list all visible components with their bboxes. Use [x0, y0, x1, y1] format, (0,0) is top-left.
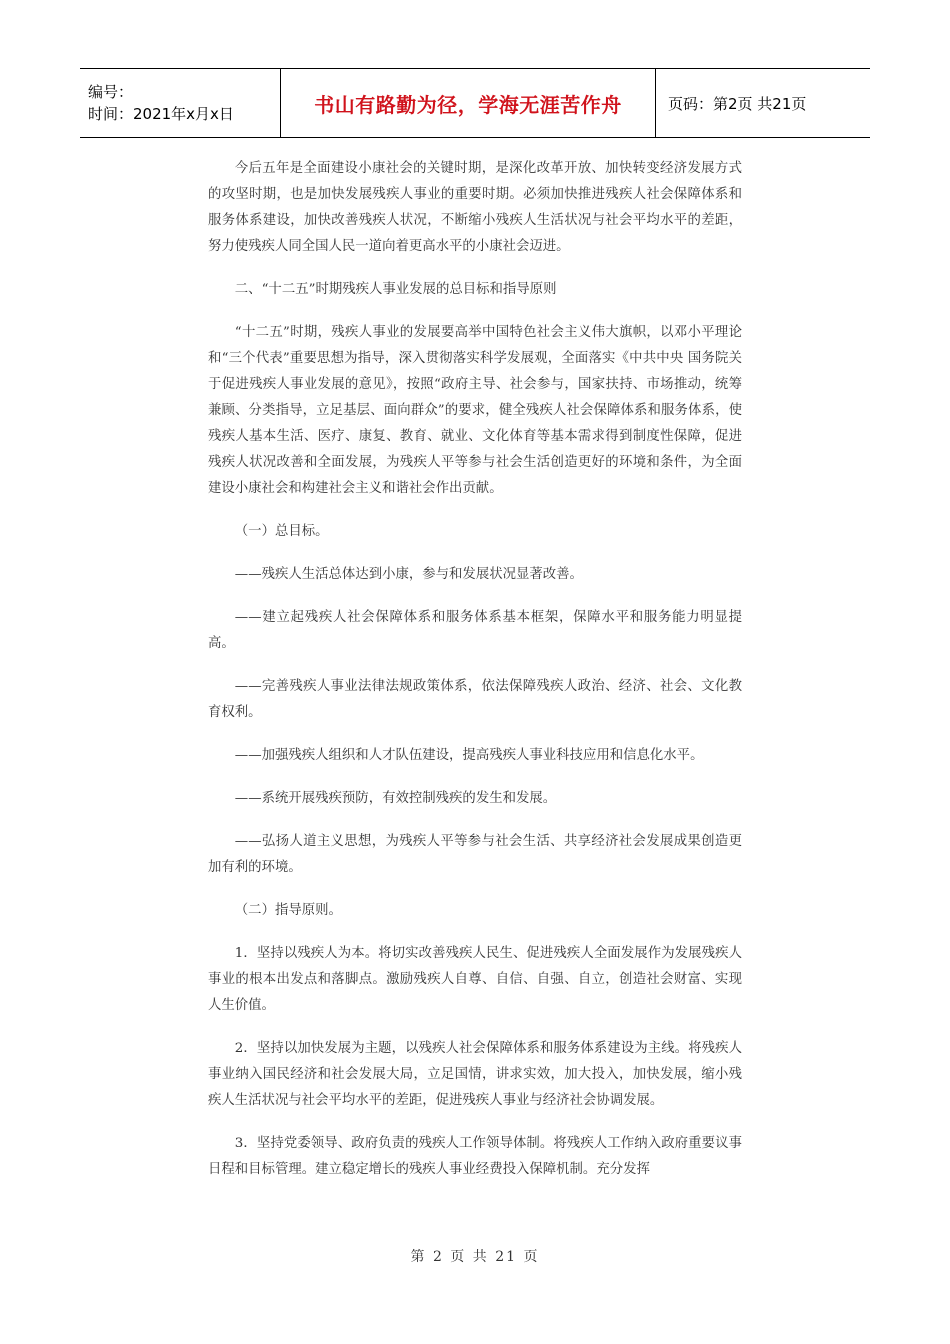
goal-item: ——建立起残疾人社会保障体系和服务体系基本框架，保障水平和服务能力明显提高。: [208, 610, 742, 651]
document-date-label: 时间：2021年x月x日: [88, 105, 234, 123]
goal-item: ——残疾人生活总体达到小康，参与和发展状况显著改善。: [234, 567, 583, 582]
page-header: [80, 68, 870, 138]
page-footer: 第 2 页 共 21 页: [410, 1249, 540, 1265]
goal-item: ——系统开展残疾预防，有效控制残疾的发生和发展。: [234, 791, 557, 806]
subsection-heading: （一）总目标。: [234, 524, 329, 539]
header-page-number: 页码：第2页 共21页: [668, 94, 807, 113]
header-meta: [80, 69, 280, 137]
header-motto: 书山有路勤为径，学海无涯苦作舟: [314, 92, 622, 117]
goal-item: ——弘扬人道主义思想，为残疾人平等参与社会生活、共享经济社会发展成果创造更加有利的环境。: [208, 834, 742, 875]
paragraph: “十二五”时期，残疾人事业的发展要高举中国特色社会主义伟大旗帜，以邓小平理论和“三个代表”重要思想为指导，深入贯彻落实科学发展观，全面落实《中共中央 国务院关于促进残疾人事业发展的意见》，按照“政府主导、社会参与，国家扶持、市场推动，统筹兼顾、分类指导，立足基层、面向群众”的要求，健全残疾人社会保障体系和服务体系，使残疾人基本生活、医疗、康复、教育、就业、文化体育等基本需求得到制度性保障，促进残疾人状况改善和全面发展，为残疾人平等参与社会生活创造更好的环境和条件，为全面建设小康社会和构建社会主义和谐社会作出贡献。: [208, 325, 742, 496]
document-body: [208, 156, 742, 1200]
principle-item: 2．坚持以加快发展为主题，以残疾人社会保障体系和服务体系建设为主线。将残疾人事业纳入国民经济和社会发展大局，立足国情，讲求实效，加大投入，加快发展，缩小残疾人生活状况与社会平均水平的差距，促进残疾人事业与经济社会协调发展。: [208, 1041, 742, 1108]
document-number-label: 编号：: [88, 83, 134, 101]
header-page-cell: [656, 69, 870, 137]
principle-item: 3．坚持党委领导、政府负责的残疾人工作领导体制。将残疾人工作纳入政府重要议事日程和目标管理。建立稳定增长的残疾人事业经费投入保障机制。充分发挥: [208, 1136, 742, 1177]
goal-item: ——完善残疾人事业法律法规政策体系，依法保障残疾人政治、经济、社会、文化教育权利。: [208, 679, 742, 720]
header-motto-cell: [280, 69, 656, 137]
section-heading: 二、“十二五”时期残疾人事业发展的总目标和指导原则: [234, 282, 557, 297]
goal-item: ——加强残疾人组织和人才队伍建设，提高残疾人事业科技应用和信息化水平。: [234, 748, 704, 763]
subsection-heading: （二）指导原则。: [234, 903, 342, 918]
paragraph: 今后五年是全面建设小康社会的关键时期，是深化改革开放、加快转变经济发展方式的攻坚时期，也是加快发展残疾人事业的重要时期。必须加快推进残疾人社会保障体系和服务体系建设，加快改善残疾人状况，不断缩小残疾人生活状况与社会平均水平的差距，努力使残疾人同全国人民一道向着更高水平的小康社会迈进。: [208, 161, 742, 254]
principle-item: 1．坚持以残疾人为本。将切实改善残疾人民生、促进残疾人全面发展作为发展残疾人事业的根本出发点和落脚点。激励残疾人自尊、自信、自强、自立，创造社会财富、实现人生价值。: [208, 946, 742, 1013]
